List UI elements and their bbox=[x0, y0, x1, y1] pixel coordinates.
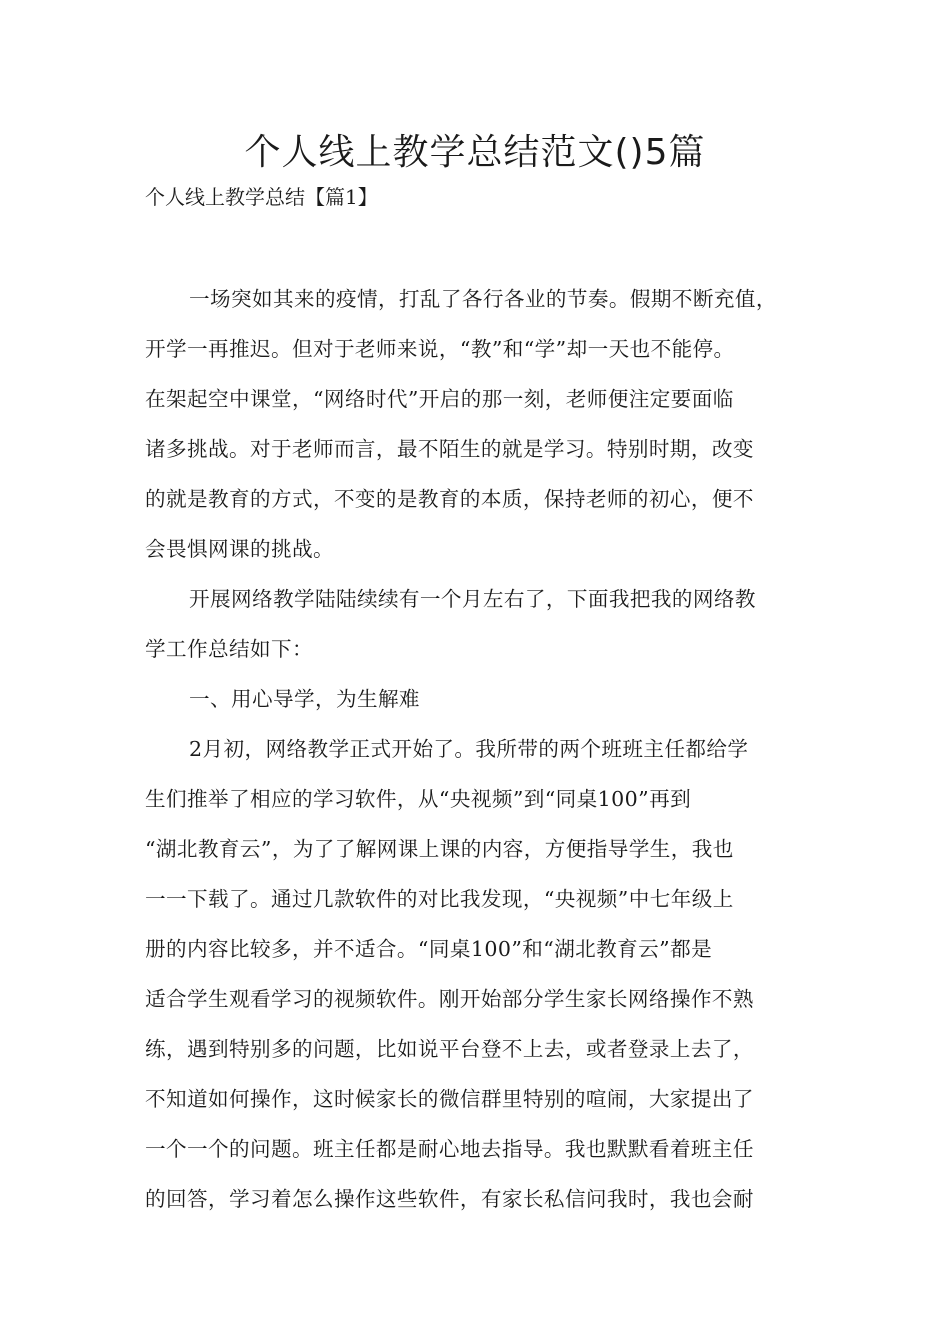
paragraph-line: 会畏惧网课的挑战。 bbox=[145, 537, 334, 561]
paragraph-line: 册的内容比较多，并不适合。“同桌100”和“湖北教育云”都是 bbox=[145, 937, 713, 961]
paragraph-line: 一个一个的问题。班主任都是耐心地去指导。我也默默看着班主任 bbox=[145, 1137, 754, 1161]
paragraph-line: 的就是教育的方式，不变的是教育的本质，保持老师的初心，便不 bbox=[145, 487, 754, 511]
section-heading bbox=[145, 674, 810, 724]
paragraph-line: 适合学生观看学习的视频软件。刚开始部分学生家长网络操作不熟 bbox=[145, 987, 754, 1011]
paragraph-line: 诸多挑战。对于老师而言，最不陌生的就是学习。特别时期，改变 bbox=[145, 437, 754, 461]
paragraph-line: 开展网络教学陆陆续续有一个月左右了，下面我把我的网络教 bbox=[189, 587, 756, 611]
paragraph-line: “湖北教育云”，为了了解网课上课的内容，方便指导学生，我也 bbox=[145, 837, 734, 861]
paragraph-line: 的回答，学习着怎么操作这些软件，有家长私信问我时，我也会耐 bbox=[145, 1187, 754, 1211]
paragraph-3 bbox=[145, 724, 810, 1224]
paragraph-line: 开学一再推迟。但对于老师来说，“教”和“学”却一天也不能停。 bbox=[145, 337, 735, 361]
paragraph-line: 不知道如何操作，这时候家长的微信群里特别的喧闹，大家提出了 bbox=[145, 1087, 754, 1111]
section-heading-text: 一、用心导学，为生解难 bbox=[189, 687, 420, 711]
document-title: 个人线上教学总结范文()5篇 bbox=[244, 132, 706, 173]
section-subtitle: 个人线上教学总结【篇1】 bbox=[145, 185, 378, 209]
paragraph-line: 在架起空中课堂，“网络时代”开启的那一刻，老师便注定要面临 bbox=[145, 387, 734, 411]
paragraph-1 bbox=[145, 274, 810, 574]
paragraph-2 bbox=[145, 574, 810, 674]
paragraph-line: 练，遇到特别多的问题，比如说平台登不上去，或者登录上去了， bbox=[145, 1037, 754, 1061]
paragraph-line: 一一下载了。通过几款软件的对比我发现，“央视频”中七年级上 bbox=[145, 887, 734, 911]
paragraph-line: 2月初，网络教学正式开始了。我所带的两个班班主任都给学 bbox=[189, 737, 749, 761]
paragraph-line: 一场突如其来的疫情，打乱了各行各业的节奏。假期不断充值， bbox=[189, 287, 777, 311]
paragraph-line: 学工作总结如下： bbox=[145, 637, 313, 661]
paragraph-line: 生们推举了相应的学习软件，从“央视频”到“同桌100”再到 bbox=[145, 787, 692, 811]
